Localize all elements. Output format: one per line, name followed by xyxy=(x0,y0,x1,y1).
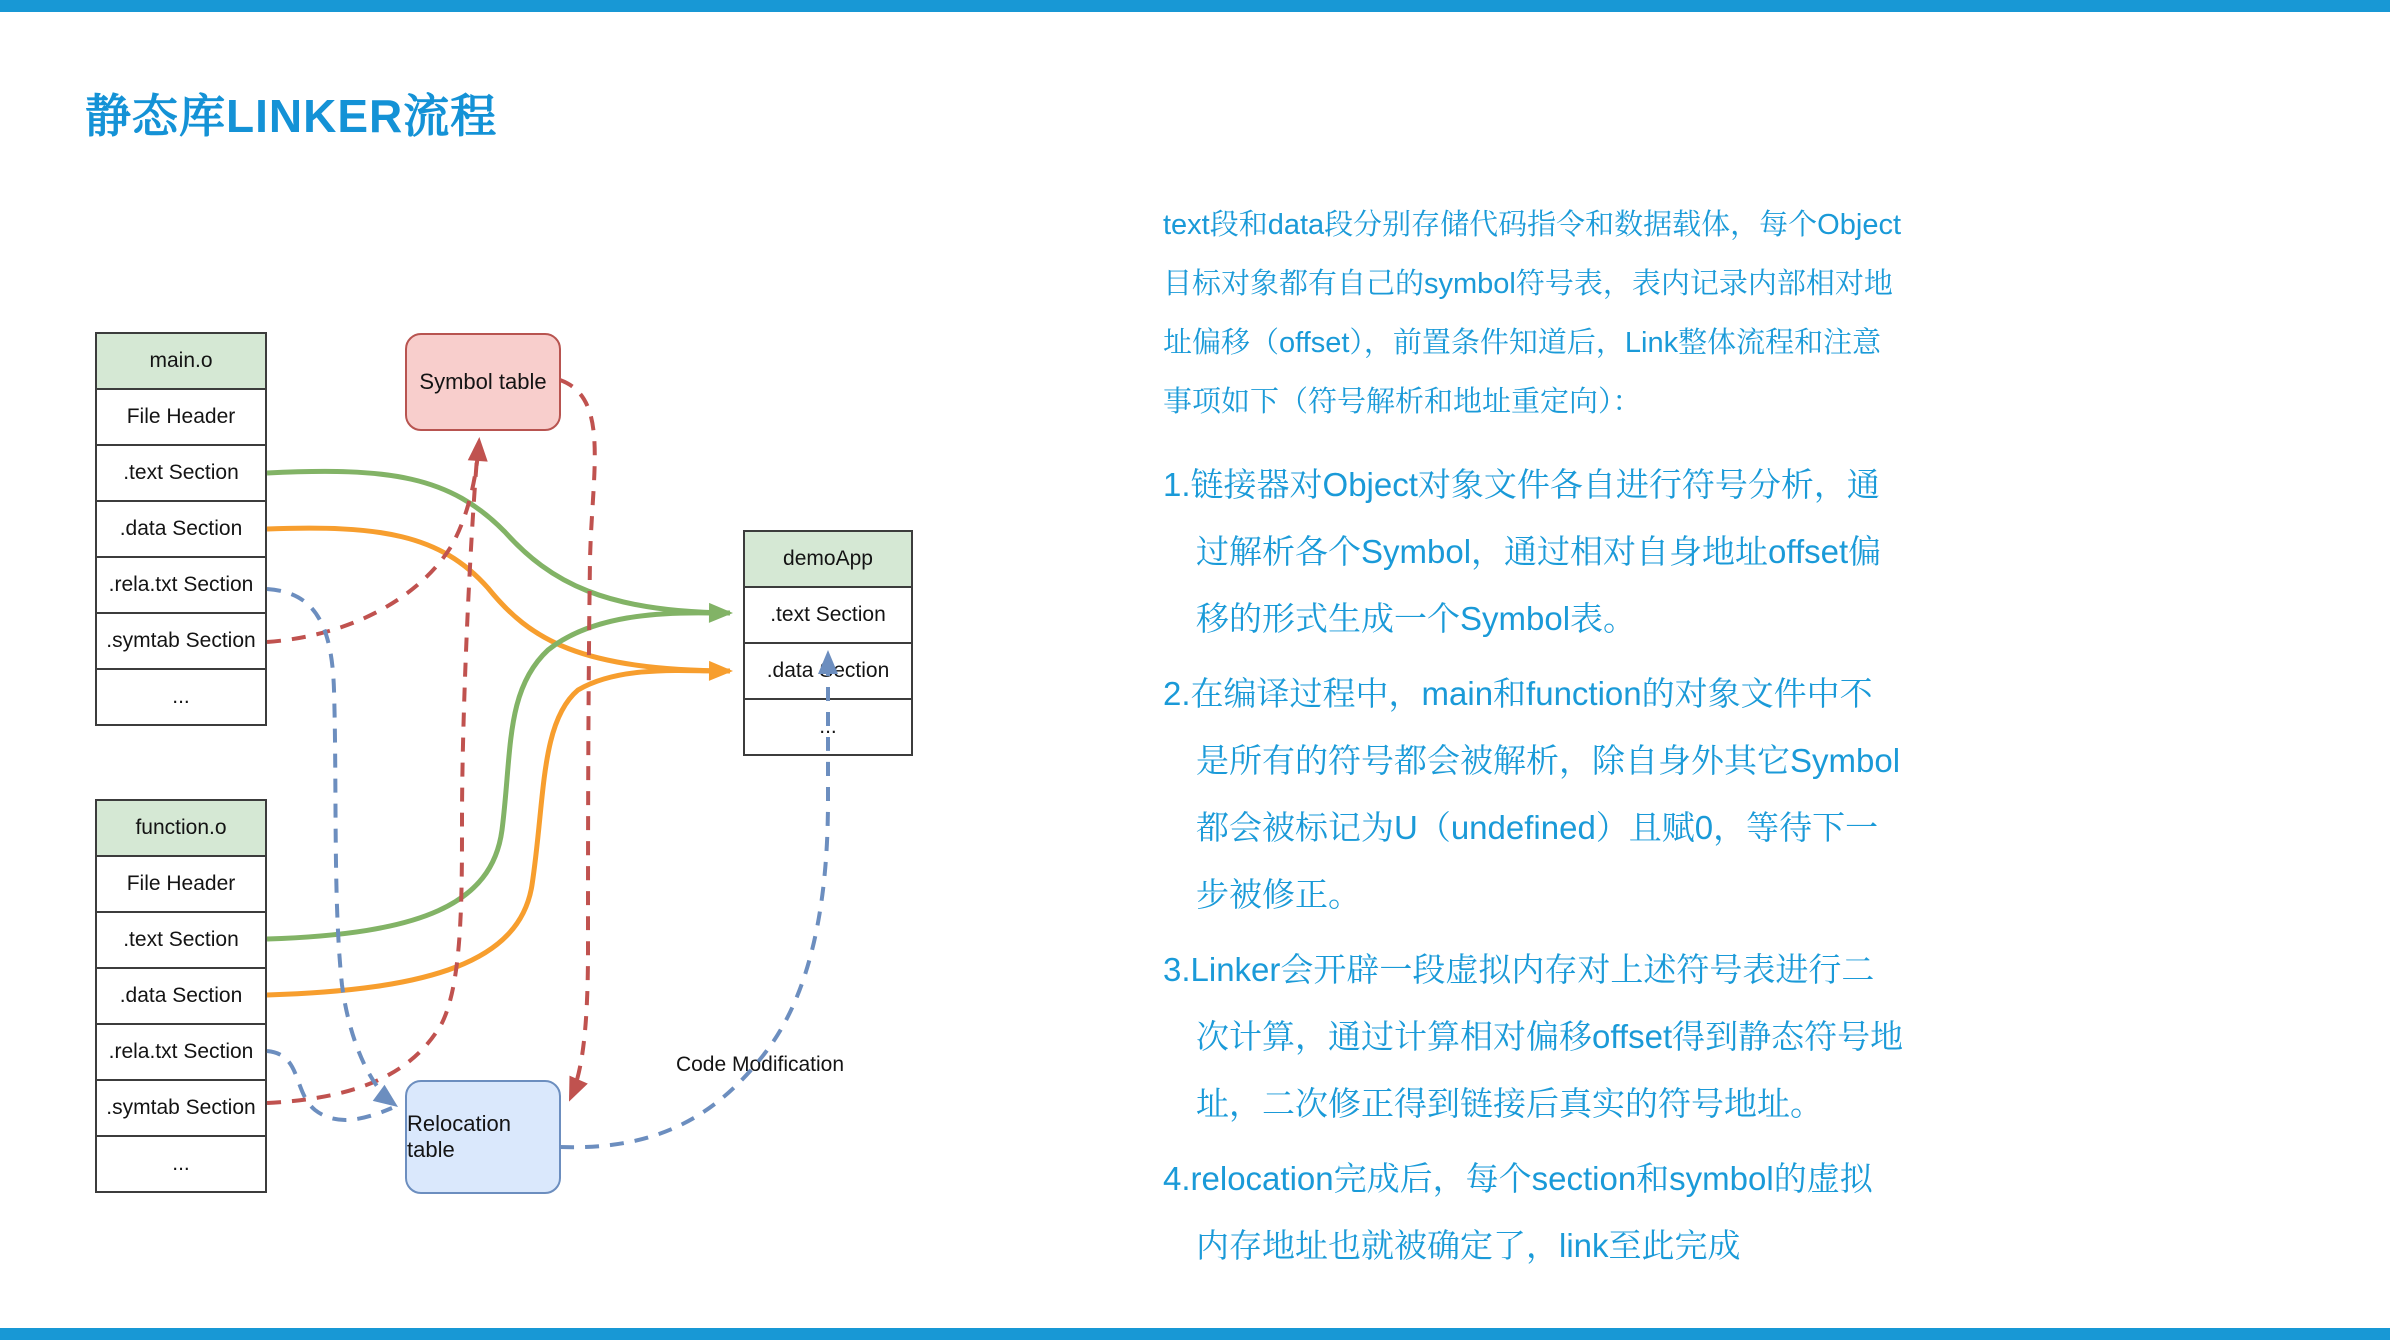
intro-paragraph xyxy=(1163,196,1963,432)
step-line: 移的形式生成一个Symbol表。 xyxy=(1196,600,1637,637)
bottom-accent-bar xyxy=(0,1328,2390,1340)
main-o-row-file-header: File Header xyxy=(95,388,267,446)
main-o-row-text-section: .text Section xyxy=(95,444,267,502)
relocation-table-box: Relocation table xyxy=(405,1080,561,1194)
step-line: 步被修正。 xyxy=(1196,876,1361,913)
symbol-table-box: Symbol table xyxy=(405,333,561,431)
diagram-box-demoapp xyxy=(743,530,913,756)
step-item-4 xyxy=(1163,1145,1973,1279)
top-accent-bar xyxy=(0,0,2390,12)
arrow-function-text-to-demoapp-text xyxy=(267,613,712,939)
main-o-row-data-section: .data Section xyxy=(95,500,267,558)
arrow-main-rela-to-relocation-table xyxy=(267,589,394,1104)
step-line: 内存地址也就被确定了，link至此完成 xyxy=(1196,1227,1741,1264)
step-item-3 xyxy=(1163,936,1973,1137)
step-line: 4.relocation完成后，每个section和symbol的虚拟 xyxy=(1163,1160,1873,1197)
main-o-header: main.o xyxy=(95,332,267,390)
arrow-function-data-to-demoapp-data xyxy=(267,670,712,995)
diagram-box-function-o xyxy=(95,799,267,1193)
intro-line: 事项如下（符号解析和地址重定向）： xyxy=(1163,386,1642,418)
demoapp-row-text-section: .text Section xyxy=(743,586,913,644)
function-o-row-rela-section: .rela.txt Section xyxy=(95,1023,267,1081)
main-o-row-symtab-section: .symtab Section xyxy=(95,612,267,670)
step-line: 次计算，通过计算相对偏移offset得到静态符号地 xyxy=(1196,1018,1904,1055)
intro-line: text段和data段分别存储代码指令和数据载体，每个Object xyxy=(1163,209,1901,241)
demoapp-row-data-section: .data Section xyxy=(743,642,913,700)
intro-line: 目标对象都有自己的symbol符号表，表内记录内部相对地 xyxy=(1163,268,1893,300)
arrow-function-rela-to-relocation-table xyxy=(267,1051,392,1120)
intro-line: 址偏移（offset），前置条件知道后，Link整体流程和注意 xyxy=(1163,327,1882,359)
step-line: 址，二次修正得到链接后真实的符号地址。 xyxy=(1196,1085,1823,1122)
function-o-row-symtab-section: .symtab Section xyxy=(95,1079,267,1137)
function-o-header: function.o xyxy=(95,799,267,857)
demoapp-row-ellipsis: ... xyxy=(743,698,913,756)
step-line: 3.Linker会开辟一段虚拟内存对上述符号表进行二 xyxy=(1163,951,1875,988)
arrow-main-text-to-demoapp-text xyxy=(267,471,730,613)
function-o-row-text-section: .text Section xyxy=(95,911,267,969)
step-line: 是所有的符号都会被解析，除自身外其它Symbol xyxy=(1196,742,1901,779)
step-line: 都会被标记为U（undefined）且赋0，等待下一 xyxy=(1196,809,1879,846)
function-o-row-file-header: File Header xyxy=(95,855,267,913)
arrow-function-symtab-to-symbol-table xyxy=(267,458,477,1103)
function-o-row-ellipsis: ... xyxy=(95,1135,267,1193)
function-o-row-data-section: .data Section xyxy=(95,967,267,1025)
diagram-box-main-o xyxy=(95,332,267,726)
demoapp-header: demoApp xyxy=(743,530,913,588)
step-item-1 xyxy=(1163,451,1973,652)
steps-list xyxy=(1163,451,1973,1287)
code-modification-label: Code Modification xyxy=(675,1053,845,1076)
main-o-row-rela-section: .rela.txt Section xyxy=(95,556,267,614)
step-item-2 xyxy=(1163,660,1973,928)
step-line: 2.在编译过程中，main和function的对象文件中不 xyxy=(1163,675,1873,712)
main-o-row-ellipsis: ... xyxy=(95,668,267,726)
arrow-symbol-table-to-relocation-table xyxy=(560,380,595,1097)
step-line: 1.链接器对Object对象文件各自进行符号分析，通 xyxy=(1163,466,1880,503)
arrow-main-data-to-demoapp-data xyxy=(267,528,730,671)
step-line: 过解析各个Symbol，通过相对自身地址offset偏 xyxy=(1196,533,1882,570)
page-title: 静态库LINKER流程 xyxy=(85,90,498,142)
arrow-main-symtab-to-symbol-table xyxy=(267,442,479,642)
